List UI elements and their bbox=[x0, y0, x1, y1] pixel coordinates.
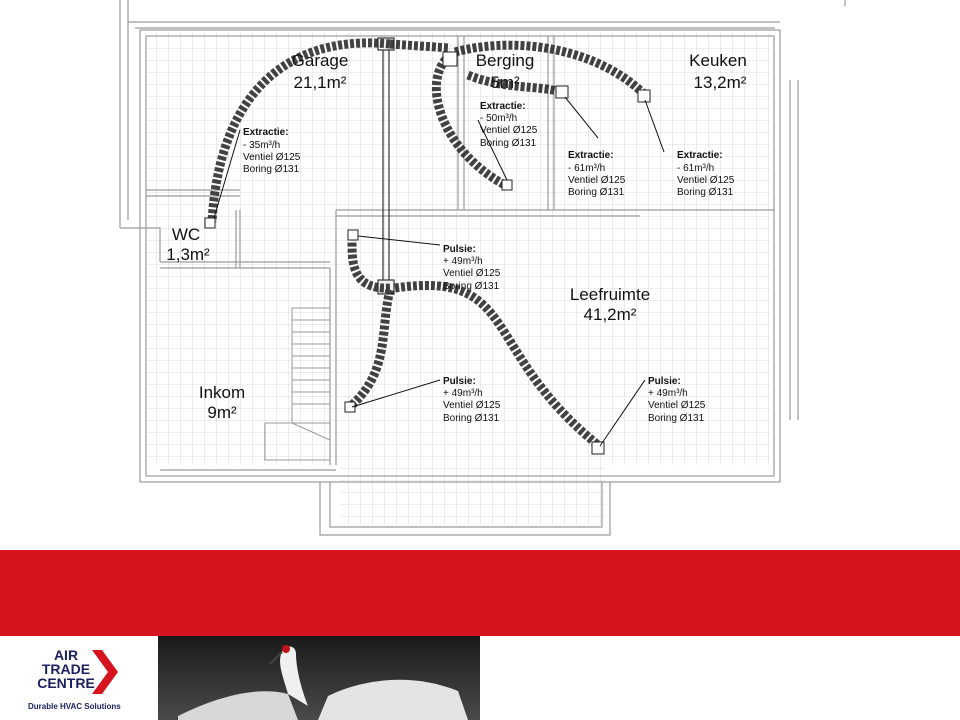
svg-text:+ 49m³/h: + 49m³/h bbox=[648, 388, 688, 399]
valve-keuken-2 bbox=[638, 90, 650, 102]
svg-text:Pulsie:: Pulsie: bbox=[443, 244, 476, 255]
svg-text:Extractie:: Extractie: bbox=[480, 101, 526, 112]
svg-text:Ventiel Ø125: Ventiel Ø125 bbox=[677, 175, 735, 186]
room-area-keuken: 13,2m² bbox=[693, 73, 747, 92]
svg-text:Ventiel Ø125: Ventiel Ø125 bbox=[443, 268, 501, 279]
svg-text:Boring Ø131: Boring Ø131 bbox=[243, 164, 300, 175]
svg-text:Extractie:: Extractie: bbox=[243, 127, 289, 138]
room-name-leefruimte: Leefruimte bbox=[569, 285, 651, 304]
red-banner bbox=[0, 550, 960, 636]
svg-text:- 50m³/h: - 50m³/h bbox=[480, 113, 518, 124]
svg-text:Pulsie:: Pulsie: bbox=[443, 376, 476, 387]
room-name-keuken: Keuken bbox=[689, 51, 747, 70]
svg-text:Ventiel Ø125: Ventiel Ø125 bbox=[648, 400, 706, 411]
room-area-wc: 1,3m² bbox=[166, 245, 210, 264]
svg-text:Boring Ø131: Boring Ø131 bbox=[480, 138, 537, 149]
room-name-garage: Garage bbox=[291, 51, 349, 70]
room-area-berging: 5m² bbox=[490, 73, 520, 92]
svg-text:Ventiel Ø125: Ventiel Ø125 bbox=[243, 152, 301, 163]
valve-berging bbox=[502, 180, 512, 190]
air-trade-centre-logo bbox=[28, 646, 148, 716]
room-area-leefruimte: 41,2m² bbox=[583, 305, 637, 324]
room-name-inkom: Inkom bbox=[198, 383, 246, 402]
valve-leefruimte-n bbox=[348, 230, 358, 240]
room-name-wc: WC bbox=[171, 225, 201, 244]
room-area-garage: 21,1m² bbox=[293, 73, 347, 92]
svg-text:- 61m³/h: - 61m³/h bbox=[677, 163, 715, 174]
logo-text: AIR TRADE CENTRE bbox=[37, 647, 95, 691]
valve-keuken-1 bbox=[556, 86, 568, 98]
junction-berging bbox=[443, 52, 457, 66]
svg-text:Extractie:: Extractie: bbox=[677, 150, 723, 161]
svg-text:- 61m³/h: - 61m³/h bbox=[568, 163, 606, 174]
svg-text:- 35m³/h: - 35m³/h bbox=[243, 140, 281, 151]
svg-text:+ 49m³/h: + 49m³/h bbox=[443, 256, 483, 267]
valve-leefruimte-s bbox=[592, 442, 604, 454]
crane-photo bbox=[158, 636, 480, 720]
logo-tagline: Durable HVAC Solutions bbox=[28, 702, 121, 711]
chevron-right-icon bbox=[92, 650, 118, 694]
svg-text:Ventiel Ø125: Ventiel Ø125 bbox=[443, 400, 501, 411]
footer bbox=[0, 636, 960, 720]
svg-text:+ 49m³/h: + 49m³/h bbox=[443, 388, 483, 399]
svg-text:Boring Ø131: Boring Ø131 bbox=[648, 413, 705, 424]
svg-text:Boring Ø131: Boring Ø131 bbox=[443, 413, 500, 424]
room-area-inkom: 9m² bbox=[207, 403, 237, 422]
svg-text:Pulsie:: Pulsie: bbox=[648, 376, 681, 387]
svg-text:Boring Ø131: Boring Ø131 bbox=[677, 187, 734, 198]
valve-wc bbox=[205, 218, 215, 228]
svg-text:Boring Ø131: Boring Ø131 bbox=[568, 187, 625, 198]
room-name-berging: Berging bbox=[475, 51, 535, 70]
svg-text:Ventiel Ø125: Ventiel Ø125 bbox=[568, 175, 626, 186]
svg-text:Boring Ø131: Boring Ø131 bbox=[443, 281, 500, 292]
svg-text:Extractie:: Extractie: bbox=[568, 150, 614, 161]
svg-text:Ventiel Ø125: Ventiel Ø125 bbox=[480, 125, 538, 136]
